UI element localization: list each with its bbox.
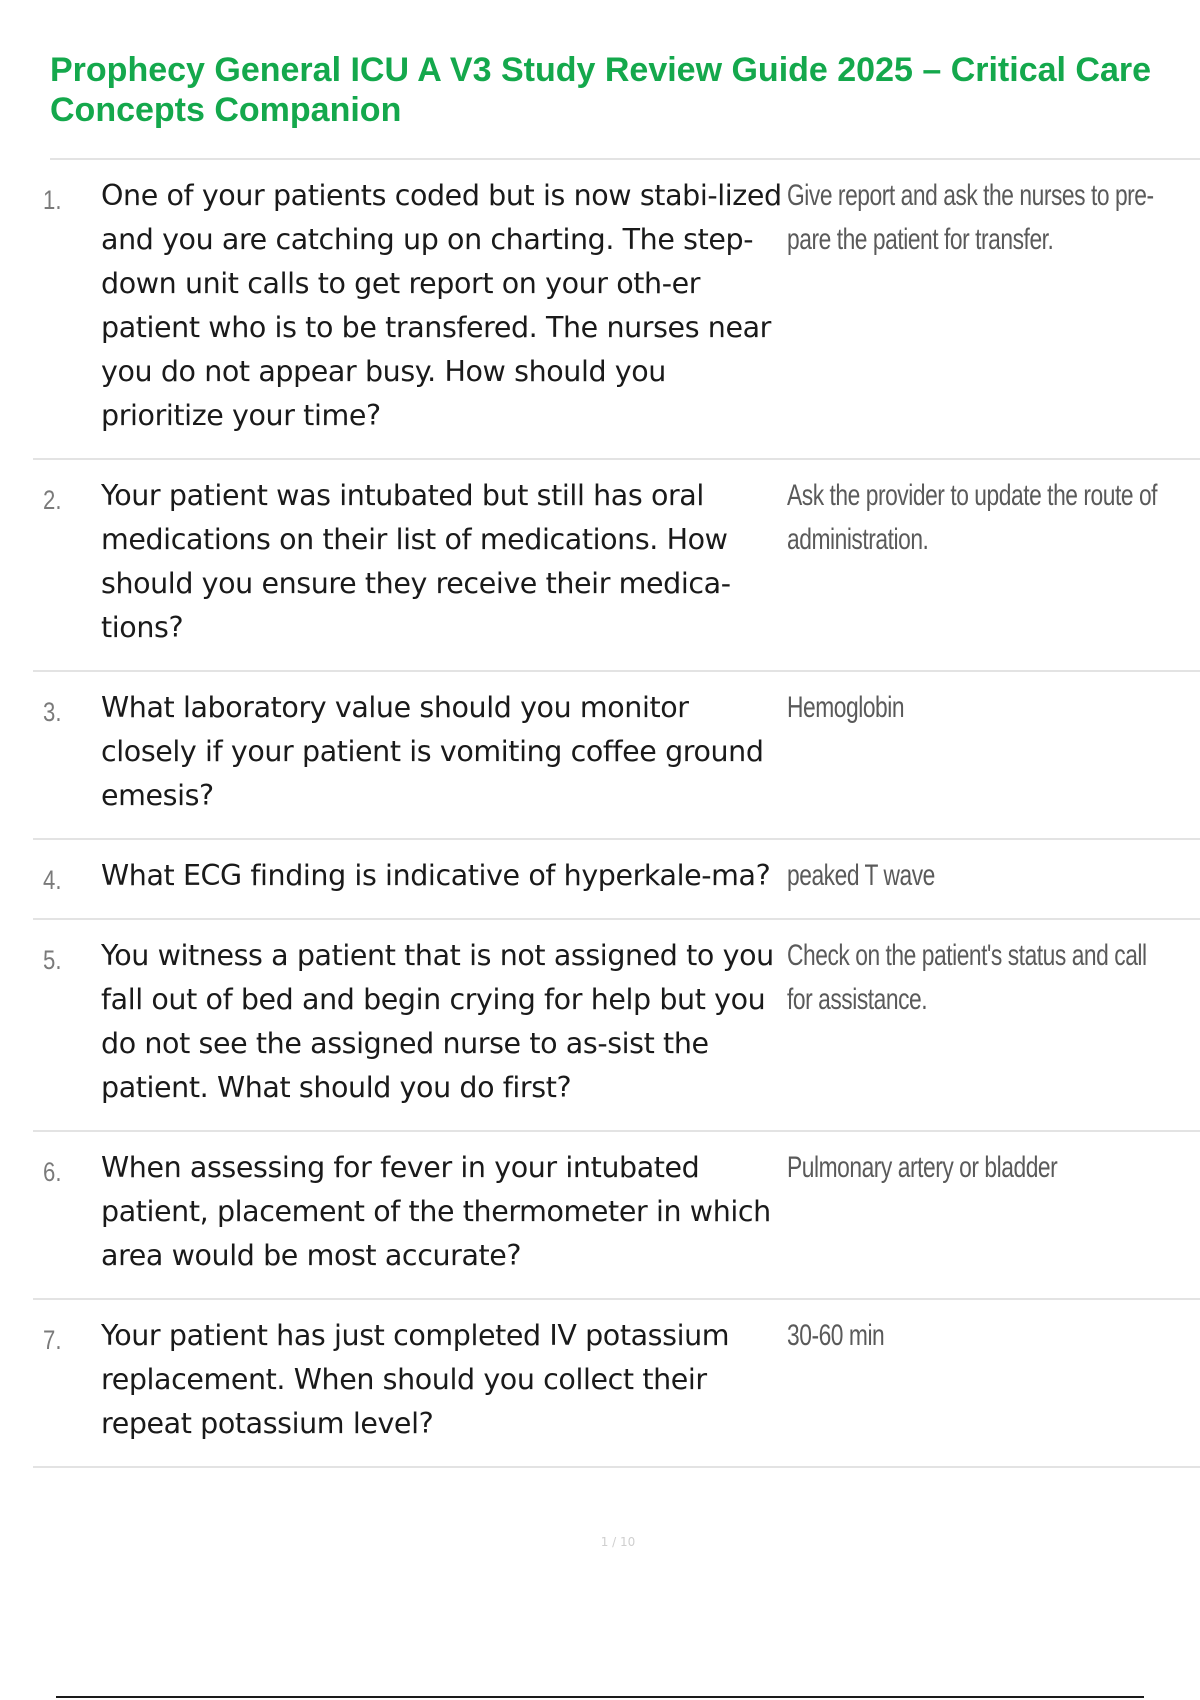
qa-row-5 bbox=[33, 920, 1200, 1132]
question-number: 6. bbox=[43, 1157, 62, 1187]
qa-row-1 bbox=[33, 160, 1200, 460]
question-text: Your patient was intubated but still has oral medications on their list of medications. How should you ensure they receive their medica-tions? bbox=[101, 479, 731, 644]
question-number: 7. bbox=[43, 1325, 62, 1355]
qa-row-4 bbox=[33, 840, 1200, 920]
question-text: One of your patients coded but is now stabi-lized and you are catching up on charting. The step-down unit calls to get report on your oth-er patient who is to be transfered. The nurses near you do not appear busy. How should you prioritize your time? bbox=[101, 179, 782, 432]
document-title-line-2: Concepts Companion bbox=[50, 91, 402, 129]
answer-text: Pulmonary artery or bladder bbox=[787, 1151, 1058, 1184]
question-number: 4. bbox=[43, 865, 62, 895]
answer-text: Ask the provider to update the route of administration. bbox=[787, 479, 1158, 556]
question-text: What ECG finding is indicative of hyperkale-ma? bbox=[101, 859, 771, 892]
footer-divider bbox=[56, 1696, 1144, 1698]
question-number: 5. bbox=[43, 945, 62, 975]
question-number: 1. bbox=[43, 185, 62, 215]
question-text: When assessing for fever in your intubated patient, placement of the thermometer in which area would be most accurate? bbox=[101, 1151, 771, 1272]
page-number: 1 / 10 bbox=[600, 1535, 636, 1549]
question-answer-list bbox=[33, 160, 1200, 1468]
question-text: What laboratory value should you monitor closely if your patient is vomiting coffee ground emesis? bbox=[101, 691, 764, 812]
answer-text: 30-60 min bbox=[787, 1319, 885, 1352]
question-text: You witness a patient that is not assigned to you fall out of bed and begin crying for help but you do not see the assigned nurse to as-sist the patient. What should you do first? bbox=[101, 939, 774, 1104]
qa-row-7 bbox=[33, 1300, 1200, 1468]
qa-row-2 bbox=[33, 460, 1200, 672]
qa-row-6 bbox=[33, 1132, 1200, 1300]
question-number: 2. bbox=[43, 485, 62, 515]
question-text: Your patient has just completed IV potassium replacement. When should you collect their repeat potassium level? bbox=[101, 1319, 730, 1440]
answer-text: peaked T wave bbox=[787, 859, 935, 892]
answer-text: Give report and ask the nurses to pre-pare the patient for transfer. bbox=[787, 179, 1154, 256]
answer-text: Check on the patient's status and call for assistance. bbox=[787, 939, 1147, 1016]
question-number: 3. bbox=[43, 697, 62, 727]
document-title bbox=[50, 50, 1200, 130]
qa-row-3 bbox=[33, 672, 1200, 840]
answer-text: Hemoglobin bbox=[787, 691, 905, 724]
document-title-line-1: Prophecy General ICU A V3 Study Review Guide 2025 – Critical Care bbox=[50, 51, 1152, 89]
